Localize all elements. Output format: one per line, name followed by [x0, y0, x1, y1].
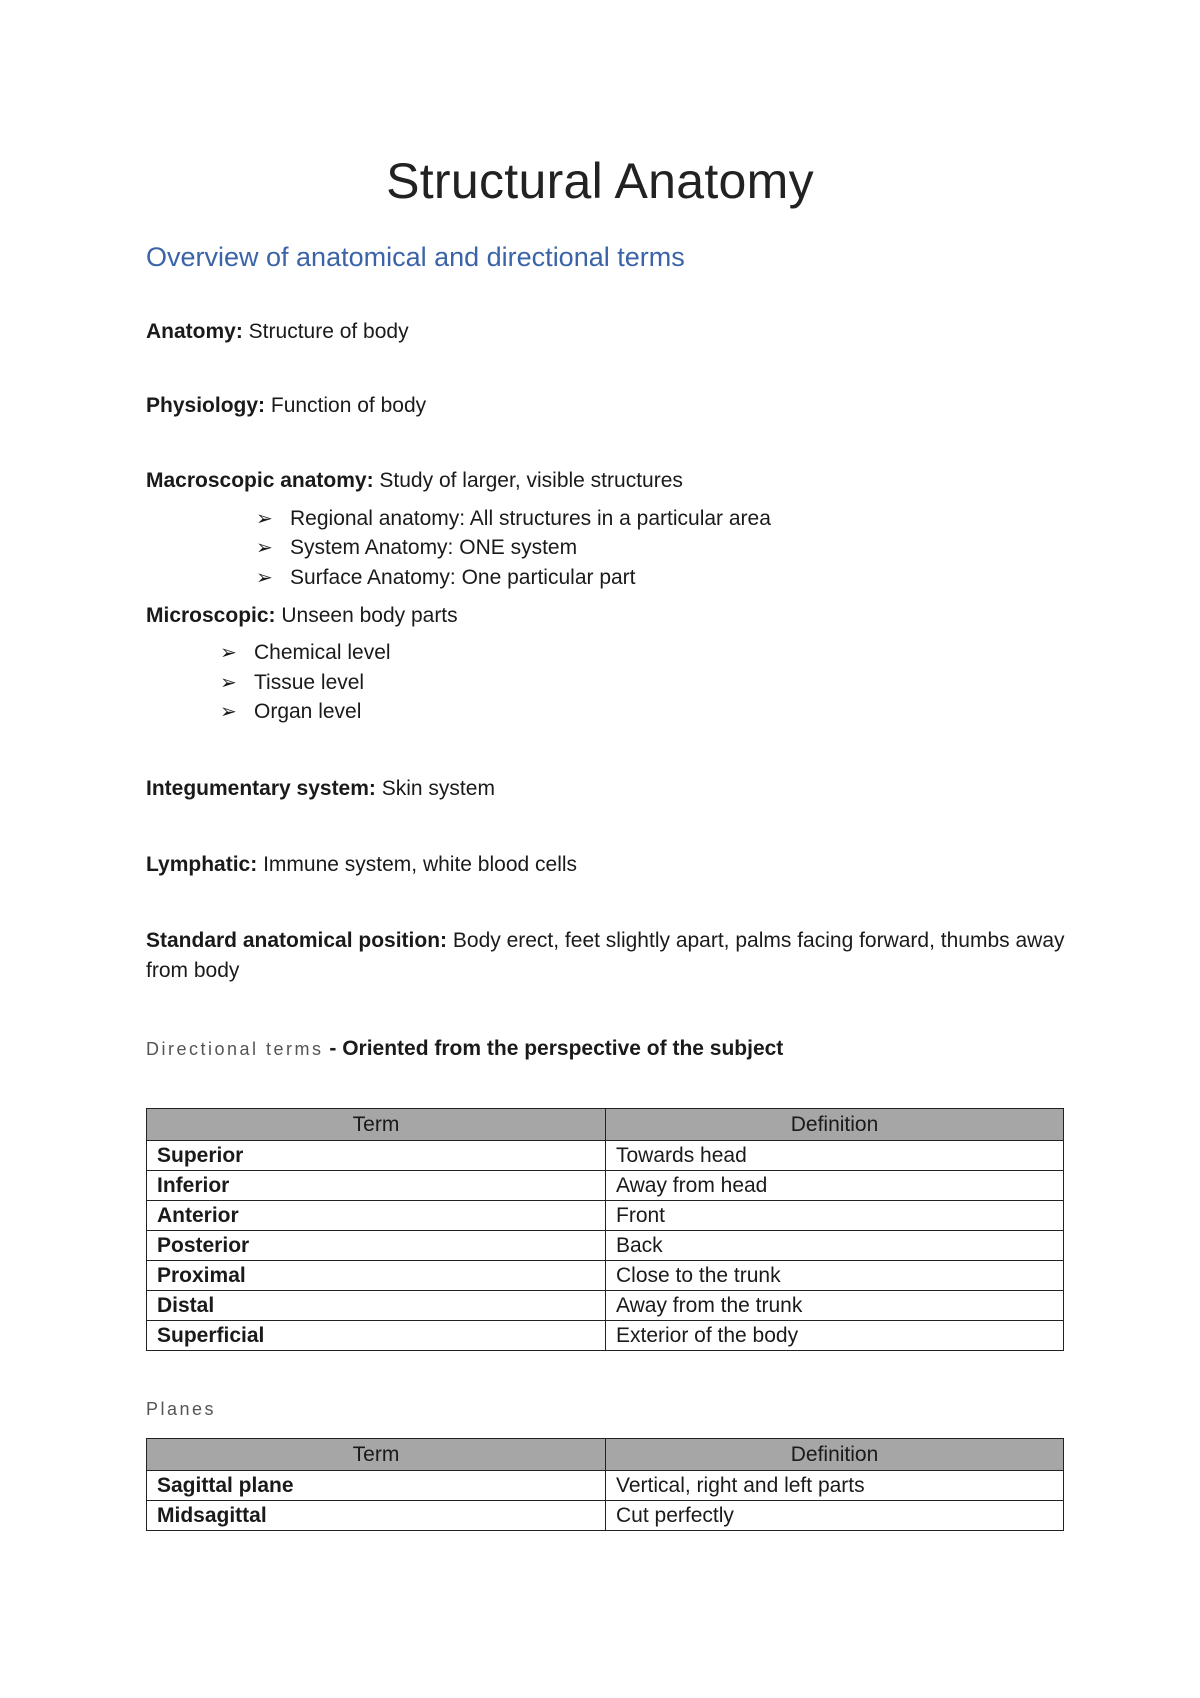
definition-term: Standard anatomical position:: [146, 929, 448, 952]
term-cell: Distal: [147, 1291, 606, 1321]
list-item: [220, 697, 361, 727]
definition-integumentary: [146, 774, 495, 804]
arrow-bullet-icon: ➢: [220, 642, 237, 664]
term-cell: Sagittal plane: [147, 1471, 606, 1501]
list-item-text: Regional anatomy: All structures in a particular area: [290, 507, 771, 530]
list-item-text: System Anatomy: ONE system: [290, 536, 578, 559]
definition-text: Unseen body parts: [275, 604, 458, 627]
section-label: Directional terms: [146, 1039, 324, 1059]
definition-text: Structure of body: [242, 320, 409, 343]
table-row: [147, 1201, 1064, 1231]
term-cell: Posterior: [147, 1231, 606, 1261]
list-item: [256, 504, 771, 534]
arrow-bullet-icon: ➢: [256, 537, 273, 559]
planes-heading: [146, 1394, 216, 1424]
definition-text: Body erect, feet slightly apart, palms facing forward, thumbs away from body: [146, 929, 1065, 982]
table-row: [147, 1321, 1064, 1351]
definition-term: Physiology:: [146, 394, 266, 417]
list-item-text: Organ level: [254, 700, 362, 723]
arrow-bullet-icon: ➢: [220, 701, 237, 723]
page-title: Structural Anatomy: [386, 153, 814, 209]
definition-term: Anatomy:: [146, 320, 243, 343]
definition-cell: Away from the trunk: [606, 1291, 1064, 1321]
definition-text: Study of larger, visible structures: [373, 469, 683, 492]
table-header-row: [147, 1439, 1064, 1471]
definition-term: Macroscopic anatomy:: [146, 469, 374, 492]
definition-standard-position: [146, 926, 1066, 986]
table-row: [147, 1501, 1064, 1531]
list-item-text: Chemical level: [254, 641, 391, 664]
column-header: Term: [147, 1109, 606, 1141]
table-row: [147, 1261, 1064, 1291]
column-header: Definition: [606, 1439, 1064, 1471]
term-cell: Anterior: [147, 1201, 606, 1231]
definition-term: Lymphatic:: [146, 853, 258, 876]
section-label: Planes: [146, 1399, 217, 1419]
term-cell: Midsagittal: [147, 1501, 606, 1531]
definition-text: Skin system: [375, 777, 495, 800]
definition-microscopic: [146, 601, 458, 631]
term-cell: Inferior: [147, 1171, 606, 1201]
definition-lymphatic: [146, 850, 577, 880]
definition-text: Immune system, white blood cells: [257, 853, 578, 876]
definition-term: Integumentary system:: [146, 777, 376, 800]
table-row: [147, 1471, 1064, 1501]
list-item-text: Tissue level: [254, 671, 365, 694]
definition-cell: Towards head: [606, 1141, 1064, 1171]
definition-cell: Vertical, right and left parts: [606, 1471, 1064, 1501]
definition-term: Microscopic:: [146, 604, 276, 627]
list-item: [256, 563, 636, 593]
section-heading: Overview of anatomical and directional terms: [146, 242, 685, 272]
definition-cell: Away from head: [606, 1171, 1064, 1201]
definition-anatomy: [146, 317, 409, 347]
column-header: Term: [147, 1439, 606, 1471]
definition-macroscopic: [146, 466, 683, 496]
definition-cell: Back: [606, 1231, 1064, 1261]
definition-text: Function of body: [265, 394, 427, 417]
arrow-bullet-icon: ➢: [220, 672, 237, 694]
table-row: [147, 1171, 1064, 1201]
table-row: [147, 1231, 1064, 1261]
arrow-bullet-icon: ➢: [256, 508, 273, 530]
list-item-text: Surface Anatomy: One particular part: [290, 566, 636, 589]
directional-terms-heading: [146, 1034, 783, 1064]
planes-table: [146, 1438, 1064, 1531]
list-item: [220, 638, 391, 668]
definition-cell: Exterior of the body: [606, 1321, 1064, 1351]
column-header: Definition: [606, 1109, 1064, 1141]
definition-cell: Cut perfectly: [606, 1501, 1064, 1531]
arrow-bullet-icon: ➢: [256, 567, 273, 589]
definition-physiology: [146, 391, 426, 421]
definition-cell: Front: [606, 1201, 1064, 1231]
list-item: [256, 533, 577, 563]
table-row: [147, 1141, 1064, 1171]
term-cell: Superficial: [147, 1321, 606, 1351]
term-cell: Superior: [147, 1141, 606, 1171]
section-note: - Oriented from the perspective of the subject: [323, 1037, 784, 1060]
table-header-row: [147, 1109, 1064, 1141]
definition-cell: Close to the trunk: [606, 1261, 1064, 1291]
table-row: [147, 1291, 1064, 1321]
directional-terms-table: [146, 1108, 1064, 1351]
list-item: [220, 668, 364, 698]
term-cell: Proximal: [147, 1261, 606, 1291]
